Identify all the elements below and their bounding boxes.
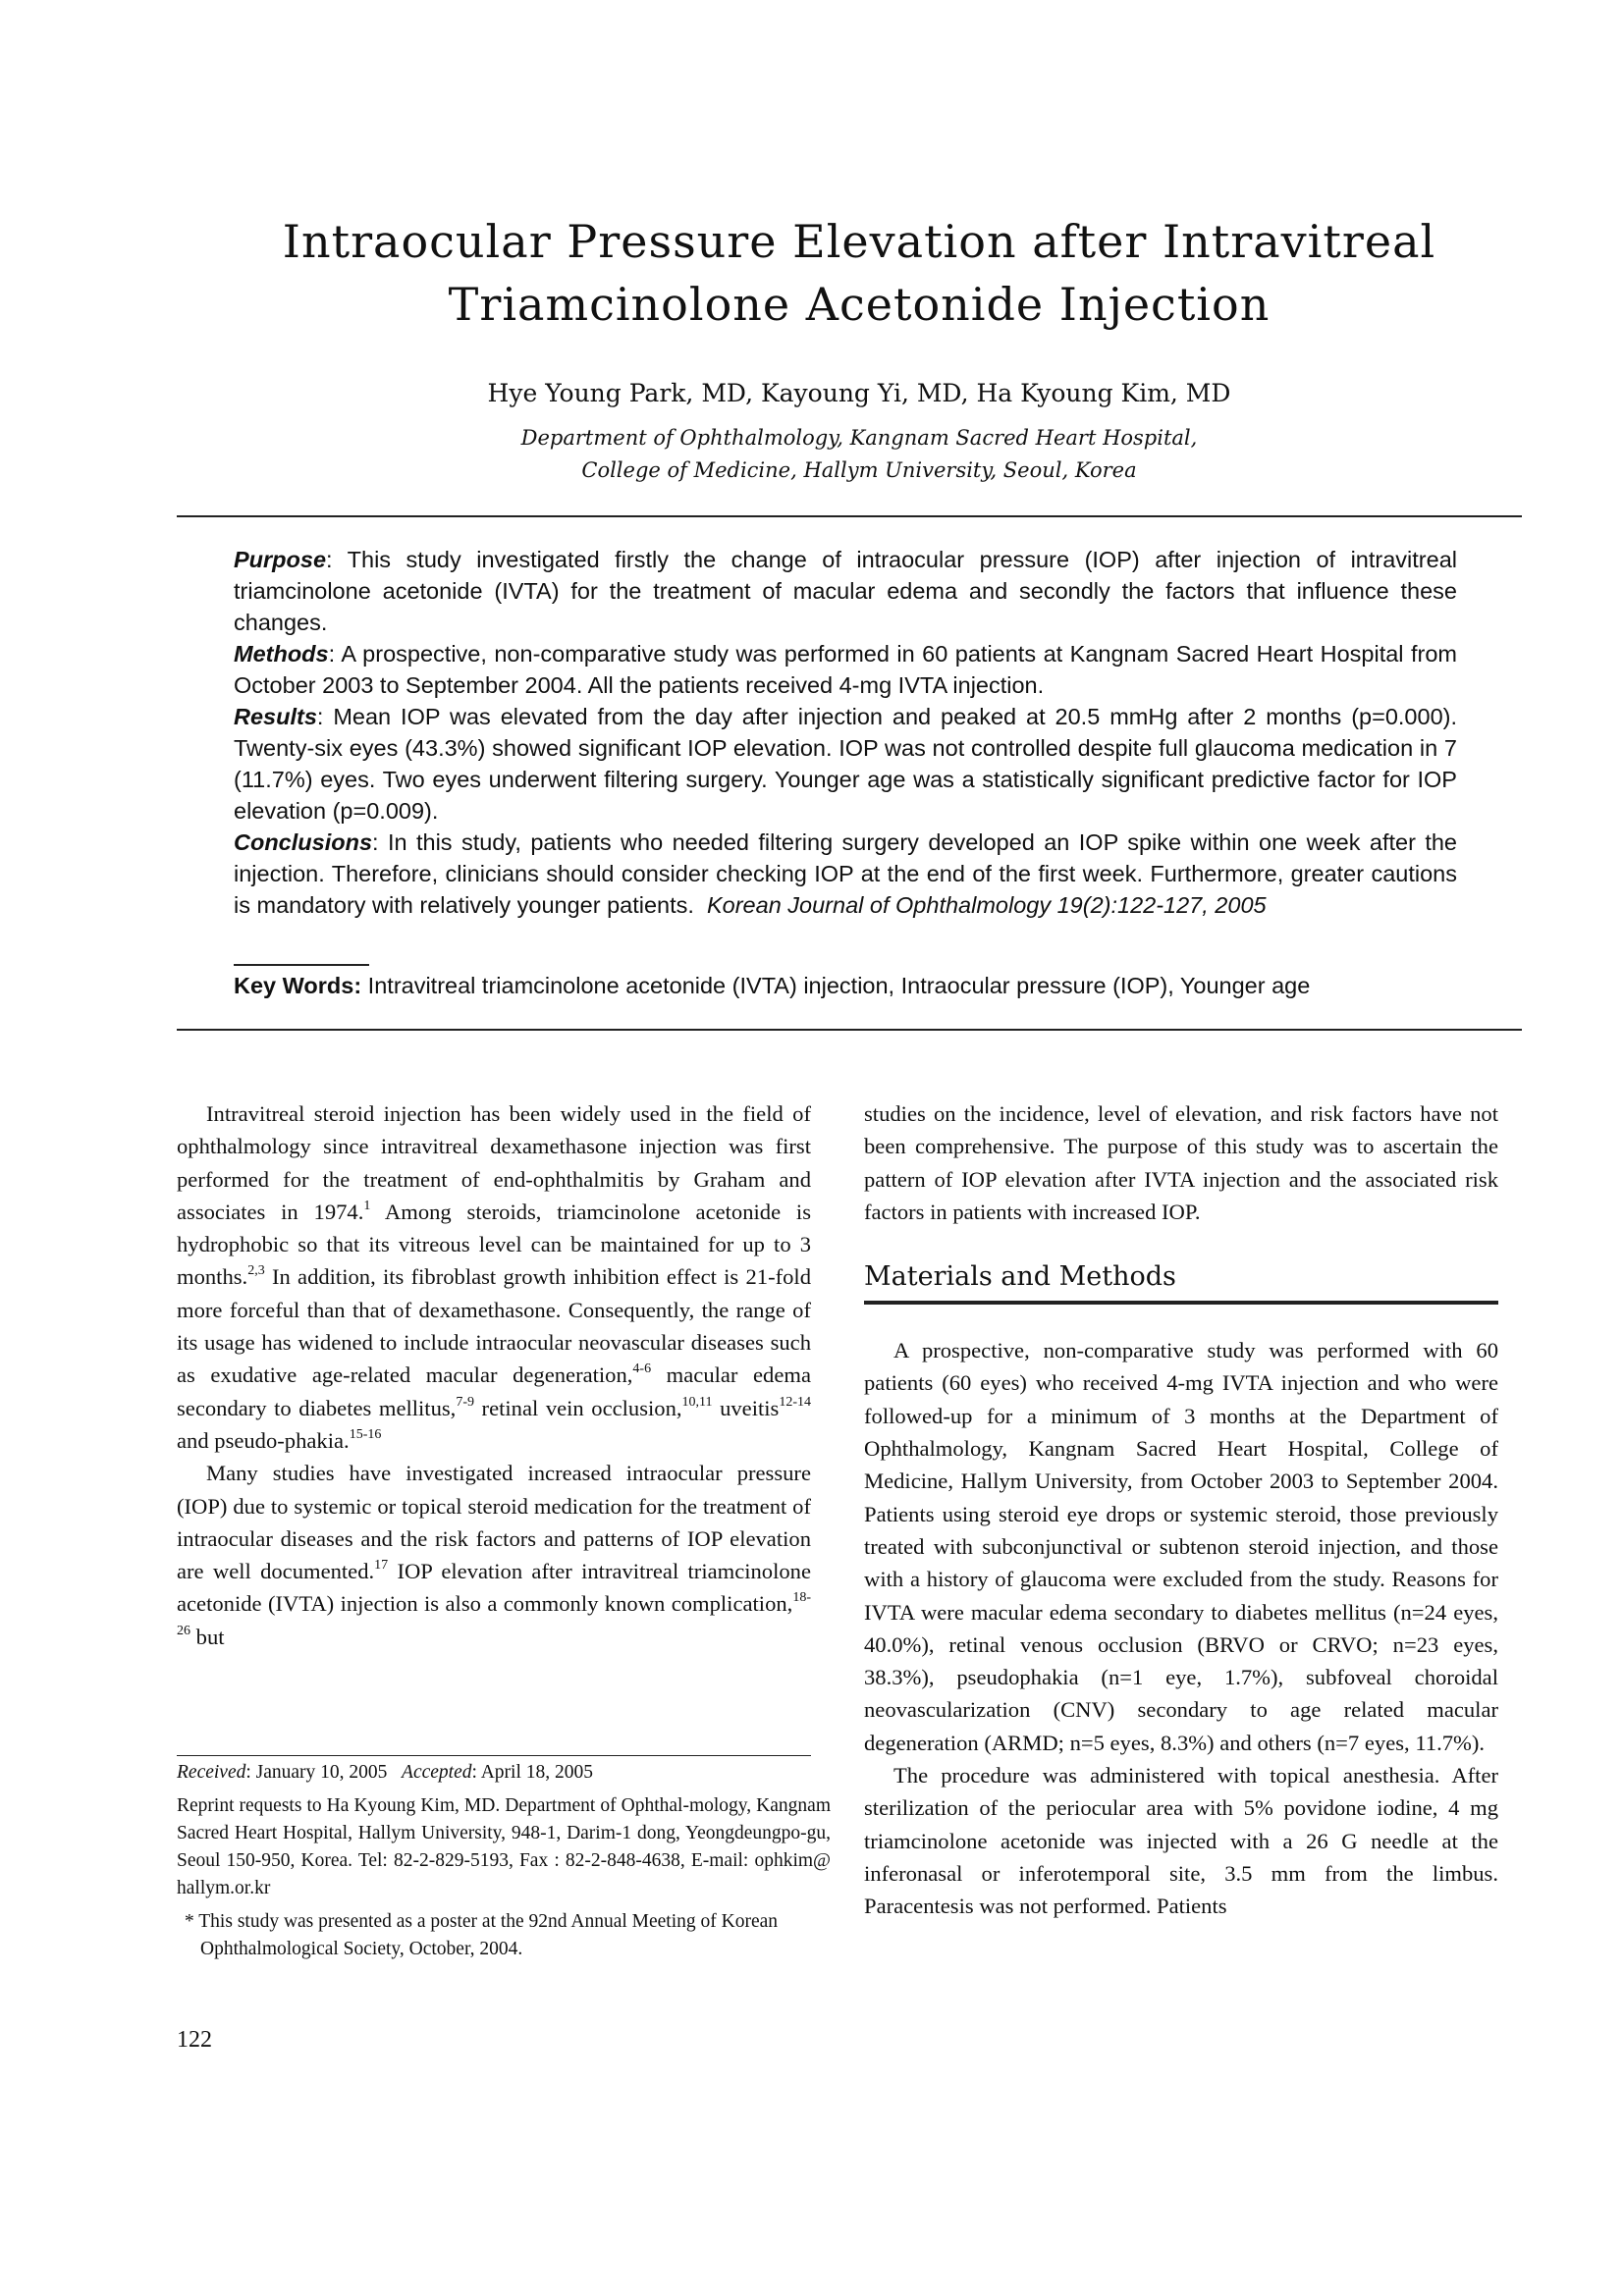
page-number: 122 <box>177 2027 212 2053</box>
footnotes <box>177 1759 831 1963</box>
purpose-label: Purpose <box>234 547 327 572</box>
methods-label: Methods <box>234 641 329 667</box>
accepted-label: Accepted <box>402 1762 472 1783</box>
intro-text: IOP elevation after intravitreal triamcinolone acetonide (IVTA) injection is also a commonly known complication, <box>177 1559 811 1617</box>
citation-ref: 2,3 <box>247 1263 265 1279</box>
intro-text: and pseudo-phakia. <box>177 1427 350 1453</box>
top-rule <box>177 515 1522 517</box>
affiliation-line-2: College of Medicine, Hallym University, Seoul, Korea <box>581 458 1137 482</box>
abstract-purpose <box>234 544 1457 638</box>
keywords <box>234 970 1510 1001</box>
left-column <box>177 1097 811 1653</box>
received-date: : January 10, 2005 <box>245 1762 388 1783</box>
keywords-label: Key Words: <box>234 973 362 998</box>
right-column <box>864 1097 1498 1923</box>
results-label: Results <box>234 704 317 729</box>
intro-text: but <box>190 1624 225 1649</box>
poster-note: * This study was presented as a poster at the 92nd Annual Meeting of Korean Ophthalmological Society, October, 2004. <box>185 1911 779 1959</box>
abstract-methods <box>234 638 1457 701</box>
citation-ref: 18-26 <box>177 1590 811 1638</box>
article-title <box>196 210 1522 336</box>
methods-text: : A prospective, non-comparative study was performed in 60 patients at Kangnam Sacred Heart Hospital from October 2003 to September 2004. All the patients received 4-mg IVTA injection. <box>234 641 1457 698</box>
intro-paragraph-2 <box>177 1457 811 1653</box>
intro-text: Among steroids, triamcinolone acetonide is hydrophobic so that its vitreous level can be maintained for up to 3 months. <box>177 1199 811 1290</box>
conclusions-label: Conclusions <box>234 829 373 855</box>
intro-text: Many studies have investigated increased intraocular pressure (IOP) due to systemic or topical steroid medication for the treatment of intraocular diseases and the risk factors and patterns of IOP elevation are well documented. <box>177 1461 811 1584</box>
intro-text: macular edema secondary to diabetes mellitus, <box>177 1362 811 1420</box>
citation-ref: 12-14 <box>779 1394 811 1410</box>
received-label: Received <box>177 1762 246 1783</box>
title-line-1: Intraocular Pressure Elevation after Intravitreal <box>282 215 1436 268</box>
citation-ref: 10,11 <box>681 1394 713 1410</box>
section-heading-materials-methods: Materials and Methods <box>864 1259 1498 1305</box>
title-line-2: Triamcinolone Acetonide Injection <box>448 278 1271 331</box>
intro-text: Intravitreal steroid injection has been widely used in the field of ophthalmology since intravitreal dexamethasone injection was first performed for the treatment of end-ophthalmitis by Graham and associates in 1974. <box>177 1101 811 1224</box>
citation-ref: 17 <box>374 1558 389 1574</box>
intro-text: In addition, its fibroblast growth inhibition effect is 21-fold more forceful than that of dexamethasone. Consequently, the range of its usage has widened to include intraocular neovascular diseases such as exudative age-related macular degeneration, <box>177 1264 811 1388</box>
citation-ref: 1 <box>363 1198 371 1213</box>
keywords-rule <box>234 964 369 966</box>
abstract-bottom-rule <box>177 1029 1522 1031</box>
intro-paragraph-continued: studies on the incidence, level of elevation, and risk factors have not been comprehensive. The purpose of this study was to ascertain the pattern of IOP elevation after IVTA injection and the associated risk factors in patients with increased IOP. <box>864 1101 1498 1224</box>
citation-ref: 4-6 <box>632 1362 652 1377</box>
abstract-conclusions <box>234 827 1457 921</box>
results-text: : Mean IOP was elevated from the day after injection and peaked at 20.5 mmHg after 2 months (p=0.000). Twenty-six eyes (43.3%) showed significant IOP elevation. IOP was not controlled despite full glaucoma medication in 7 (11.7%) eyes. Two eyes underwent filtering surgery. Younger age was a statistically significant predictive factor for IOP elevation (p=0.009). <box>234 704 1457 824</box>
journal-citation: Korean Journal of Ophthalmology 19(2):122-127, 2005 <box>706 892 1267 918</box>
reprint-note: Reprint requests to Ha Kyoung Kim, MD. Department of Ophthal-mology, Kangnam Sacred Heart Hospital, Hallym University, 948-1, Darim-1 dong, Yeongdeungpo-gu, Seoul 150-950, Korea. Tel: 82-2-829-5193, Fax : 82-2-848-4638, E-mail: ophkim@ hallym.or.kr <box>177 1795 831 1898</box>
citation-ref: 15-16 <box>349 1426 382 1442</box>
methods-paragraph-2: The procedure was administered with topical anesthesia. After sterilization of the periocular area with 5% povidone iodine, 4 mg triamcinolone acetonide was injected with a 26 G needle at the inferonasal or inferotemporal site, 3.5 mm from the limbus. Paracentesis was not performed. Patients <box>864 1763 1498 1919</box>
affiliation <box>196 422 1522 487</box>
affiliation-line-1: Department of Ophthalmology, Kangnam Sacred Heart Hospital, <box>520 426 1198 450</box>
conclusions-text: : In this study, patients who needed filtering surgery developed an IOP spike within one week after the injection. Therefore, clinicians should consider checking IOP at the end of the first week. Furthermore, greater cautions is mandatory with relatively younger patients. <box>234 829 1457 918</box>
spacer <box>864 1305 1498 1334</box>
methods-paragraph-1: A prospective, non-comparative study was performed with 60 patients (60 eyes) who received 4-mg IVTA injection and who were followed-up for a minimum of 3 months at the Department of Ophthalmology, Kangnam Sacred Heart Hospital, College of Medicine, Hallym University, from October 2003 to September 2004. Patients using steroid eye drops or systemic steroid, those previously treated with subconjunctival or subtenon steroid injection, and those with a history of glaucoma were excluded from the study. Reasons for IVTA were macular edema secondary to diabetes mellitus (n=24 eyes, 40.0%), retinal venous occlusion (BRVO or CRVO; n=23 eyes, 38.3%), pseudophakia (n=1 eye, 1.7%), subfoveal choroidal neovascularization (CNV) secondary to age related macular degeneration (ARMD; n=5 eyes, 8.3%) and others (n=7 eyes, 11.7%). <box>864 1338 1498 1755</box>
intro-text: uveitis <box>712 1395 780 1420</box>
abstract-results <box>234 701 1457 827</box>
purpose-text: : This study investigated firstly the change of intraocular pressure (IOP) after injection of intravitreal triamcinolone acetonide (IVTA) for the treatment of macular edema and secondly the factors that influence these changes. <box>234 547 1457 635</box>
footnote-rule <box>177 1755 811 1756</box>
intro-text: retinal vein occlusion, <box>474 1395 682 1420</box>
keywords-text: Intravitreal triamcinolone acetonide (IVTA) injection, Intraocular pressure (IOP), Younger age <box>361 973 1311 998</box>
accepted-date: : April 18, 2005 <box>471 1762 594 1783</box>
author-list: Hye Young Park, MD, Kayoung Yi, MD, Ha Kyoung Kim, MD <box>487 379 1231 407</box>
citation-ref: 7-9 <box>456 1394 474 1410</box>
abstract <box>234 544 1457 921</box>
dates-note <box>177 1759 831 1787</box>
intro-paragraph-1 <box>177 1097 811 1457</box>
